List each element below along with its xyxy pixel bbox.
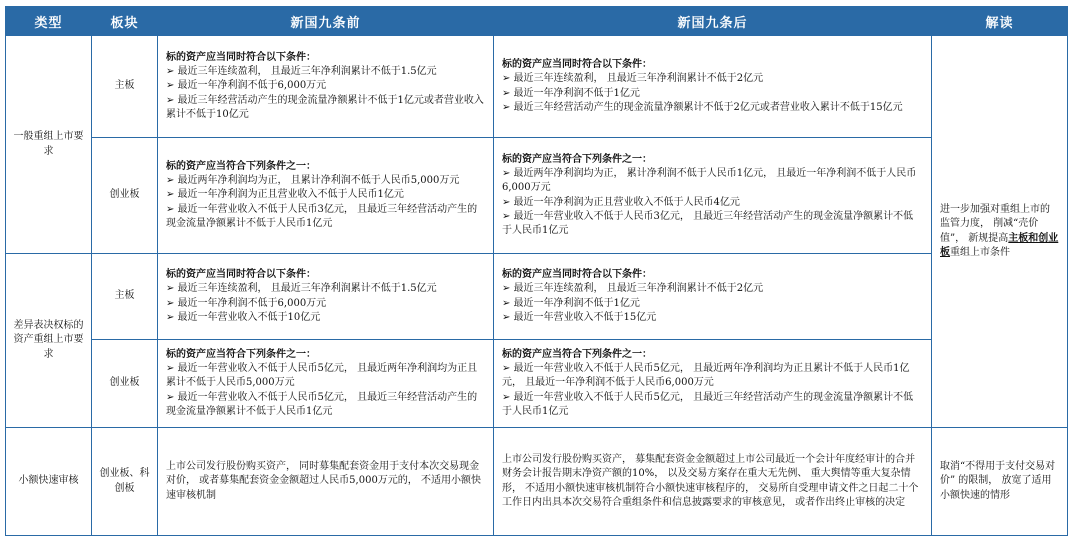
before-cell bbox=[158, 428, 494, 536]
after-item: ➢ 最近一年净利润不低于1亿元 bbox=[502, 297, 640, 309]
board-cell: 主板 bbox=[92, 36, 158, 138]
type-cell: 一般重组上市要求 bbox=[6, 36, 92, 254]
header-row bbox=[6, 7, 1068, 36]
header-board: 板块 bbox=[92, 7, 158, 36]
after-title: 标的资产应当同时符合以下条件： bbox=[502, 269, 652, 281]
before-text: 上市公司发行股份购买资产， 同时募集配套资金用于支付本次交易现金对价， 或者募集配套资金金额超过人民币5,000万元的， 不适用小额快速审核机制 bbox=[166, 461, 481, 501]
after-item: ➢ 最近一年营业收入不低于人民币3亿元， 且最近三年经营活动产生的现金流量净额累计不低于人民币1亿元 bbox=[502, 210, 914, 236]
after-item: ➢ 最近一年营业收入不低于15亿元 bbox=[502, 311, 657, 323]
before-item: ➢ 最近一年净利润为正且营业收入不低于人民币1亿元 bbox=[166, 189, 404, 201]
after-cell bbox=[494, 254, 932, 340]
table-row bbox=[6, 340, 1068, 428]
interpretation-text: 取消“不得用于支付交易对价” 的限制， 放宽了适用小额快速的情形 bbox=[940, 461, 1056, 501]
interpretation-text: 重组上市条件 bbox=[950, 246, 1010, 258]
before-item: ➢ 最近一年营业收入不低于人民币5亿元， 且最近两年净利润均为正且累计不低于人民币5,000万元 bbox=[166, 363, 478, 389]
board-cell: 创业板 bbox=[92, 340, 158, 428]
before-cell bbox=[158, 36, 494, 138]
after-cell bbox=[494, 428, 932, 536]
interpretation-text: 进一步加强对重组上市的监管力度， 削减“壳价值”， 新规提高 bbox=[940, 204, 1050, 244]
after-item: ➢ 最近一年营业收入不低于人民币5亿元， 且最近两年净利润均为正且累计不低于人民币1亿元， 且最近一年净利润不低于人民币6,000万元 bbox=[502, 363, 910, 389]
before-cell bbox=[158, 340, 494, 428]
before-item: ➢ 最近一年营业收入不低于10亿元 bbox=[166, 311, 321, 323]
comparison-table bbox=[5, 6, 1068, 536]
after-cell bbox=[494, 340, 932, 428]
after-title: 标的资产应当符合下列条件之一： bbox=[502, 153, 652, 165]
before-item: ➢ 最近一年营业收入不低于人民币5亿元， 且最近三年经营活动产生的现金流量净额累计不低于人民币1亿元 bbox=[166, 391, 478, 417]
table-row bbox=[6, 138, 1068, 254]
before-cell bbox=[158, 138, 494, 254]
after-item: ➢ 最近三年连续盈利， 且最近三年净利润累计不低于2亿元 bbox=[502, 283, 764, 295]
before-title: 标的资产应当符合下列条件之一： bbox=[166, 348, 316, 360]
board-cell: 主板 bbox=[92, 254, 158, 340]
after-item: ➢ 最近一年营业收入不低于人民币5亿元， 且最近三年经营活动产生的现金流量净额累计不低于人民币1亿元 bbox=[502, 391, 914, 417]
before-item: ➢ 最近两年净利润均为正， 且累计净利润不低于人民币5,000万元 bbox=[166, 175, 460, 187]
before-item: ➢ 最近一年营业收入不低于人民币3亿元， 且最近三年经营活动产生的现金流量净额累计不低于人民币1亿元 bbox=[166, 203, 478, 229]
table-row bbox=[6, 254, 1068, 340]
board-cell: 创业板 bbox=[92, 138, 158, 254]
type-cell: 差异表决权标的资产重组上市要求 bbox=[6, 254, 92, 428]
interpretation-cell bbox=[932, 36, 1068, 428]
after-title: 标的资产应当同时符合以下条件： bbox=[502, 59, 652, 71]
after-cell bbox=[494, 138, 932, 254]
before-item: ➢ 最近一年净利润不低于6,000万元 bbox=[166, 80, 327, 92]
before-item: ➢ 最近三年经营活动产生的现金流量净额累计不低于1亿元或者营业收入累计不低于10亿元 bbox=[166, 94, 484, 120]
table-row bbox=[6, 36, 1068, 138]
before-item: ➢ 最近三年连续盈利， 且最近三年净利润累计不低于1.5亿元 bbox=[166, 283, 437, 295]
after-text: 上市公司发行股份购买资产， 募集配套资金金额超过上市公司最近一个会计年度经审计的合并财务会计报告期末净资产额的10%， 以及交易方案存在重大无先例、 重大舆情等重大复杂情形， 不适用小额快速审核机制符合小额快速审核程序的， 交易所自受理申请文件之日起二十个工作日内出具本次交易符合重组条件和信息披露要求的审核意见， 或者作出终止审核的决定 bbox=[502, 454, 919, 508]
after-cell bbox=[494, 36, 932, 138]
type-cell: 小额快速审核 bbox=[6, 428, 92, 536]
before-item: ➢ 最近一年净利润不低于6,000万元 bbox=[166, 297, 327, 309]
interpretation-emphasis: 主板和创业板 bbox=[940, 232, 1059, 258]
header-before: 新国九条前 bbox=[158, 7, 494, 36]
after-item: ➢ 最近三年连续盈利， 且最近三年净利润累计不低于2亿元 bbox=[502, 73, 764, 85]
header-after: 新国九条后 bbox=[494, 7, 932, 36]
before-cell bbox=[158, 254, 494, 340]
before-title: 标的资产应当符合下列条件之一： bbox=[166, 160, 316, 172]
before-title: 标的资产应当同时符合以下条件： bbox=[166, 51, 316, 63]
after-title: 标的资产应当符合下列条件之一： bbox=[502, 348, 652, 360]
interpretation-cell bbox=[932, 428, 1068, 536]
board-cell: 创业板、科创板 bbox=[92, 428, 158, 536]
header-type: 类型 bbox=[6, 7, 92, 36]
after-item: ➢ 最近一年净利润为正且营业收入不低于人民币4亿元 bbox=[502, 196, 740, 208]
table-row bbox=[6, 428, 1068, 536]
after-item: ➢ 最近两年净利润均为正， 累计净利润不低于人民币1亿元， 且最近一年净利润不低于人民币6,000万元 bbox=[502, 168, 917, 194]
after-item: ➢ 最近一年净利润不低于1亿元 bbox=[502, 87, 640, 99]
before-item: ➢ 最近三年连续盈利， 且最近三年净利润累计不低于1.5亿元 bbox=[166, 66, 437, 78]
after-item: ➢ 最近三年经营活动产生的现金流量净额累计不低于2亿元或者营业收入累计不低于15亿元 bbox=[502, 101, 903, 113]
before-title: 标的资产应当同时符合以下条件： bbox=[166, 269, 316, 281]
header-interpretation: 解读 bbox=[932, 7, 1068, 36]
